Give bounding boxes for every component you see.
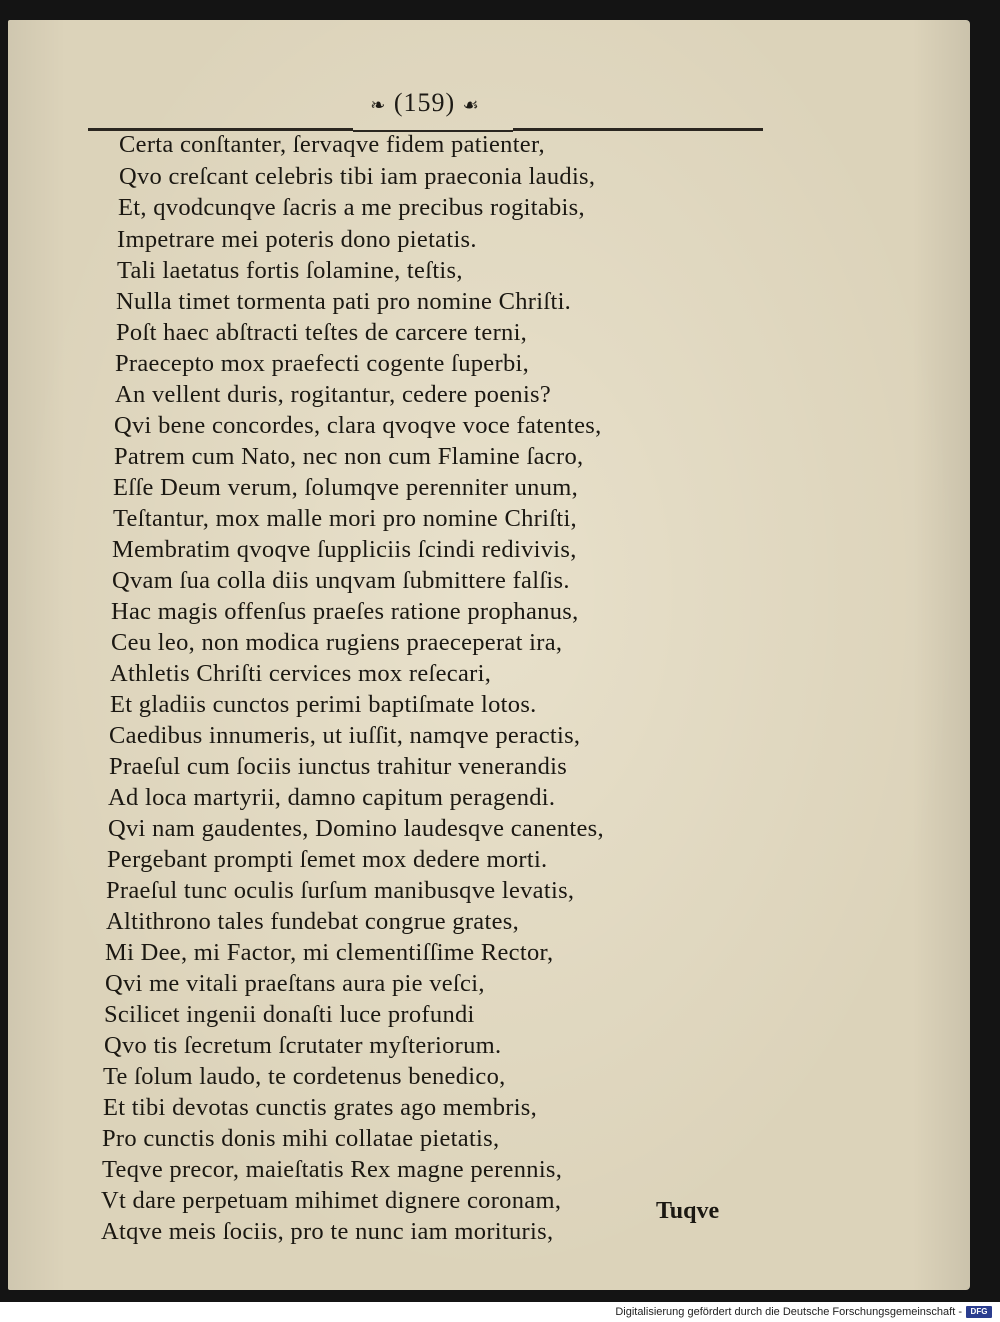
verse-line: Eſſe Deum verum, ſolumqve perenniter unum, bbox=[113, 474, 579, 501]
verse-line: Praecepto mox praefecti cogente ſuperbi, bbox=[115, 350, 530, 377]
verse-line: Athletis Chriſti cervices mox reſecari, bbox=[110, 660, 492, 687]
verse-line: Altithrono tales fundebat congrue grates, bbox=[106, 908, 520, 935]
verse-line: Scilicet ingenii donaſti luce profundi bbox=[104, 1001, 475, 1028]
footer-bar bbox=[0, 1302, 1000, 1322]
verse-line: Caedibus innumeris, ut iuſſit, namqve peractis, bbox=[109, 722, 581, 749]
verse-line: Pro cunctis donis mihi collatae pietatis, bbox=[102, 1125, 500, 1152]
verse-line: Teſtantur, mox malle mori pro nomine Chriſti, bbox=[113, 505, 577, 532]
ornament-right-icon: ☙ bbox=[462, 94, 480, 115]
verse-line: Ad loca martyrii, damno capitum peragendi. bbox=[108, 784, 556, 811]
header-rule-right bbox=[513, 128, 763, 131]
verse-line: Impetrare mei poteris dono pietatis. bbox=[117, 226, 477, 253]
verse-line: Hac magis offenſus praeſes ratione prophanus, bbox=[111, 598, 579, 625]
verse-line: Pergebant prompti ſemet mox dedere morti. bbox=[107, 846, 548, 873]
dfg-logo-icon[interactable]: DFG bbox=[966, 1306, 992, 1318]
verse-line: Teqve precor, maieſtatis Rex magne perennis, bbox=[102, 1156, 563, 1183]
funding-notice: Digitalisierung gefördert durch die Deutsche Forschungsgemeinschaft - bbox=[615, 1306, 962, 1318]
verse-line: Et gladiis cunctos perimi baptiſmate lotos. bbox=[110, 691, 537, 718]
verse-line: Nulla timet tormenta pati pro nomine Chriſti. bbox=[116, 288, 572, 315]
verse-line: Qvi nam gaudentes, Domino laudesqve canentes, bbox=[108, 815, 604, 842]
verse-line: Atqve meis ſociis, pro te nunc iam morituris, bbox=[101, 1218, 554, 1245]
verse-line: Et, qvodcunqve ſacris a me precibus rogitabis, bbox=[118, 194, 585, 221]
verse-line: Mi Dee, mi Factor, mi clementiſſime Rector, bbox=[105, 939, 554, 966]
verse-line: Qvo tis ſecretum ſcrutater myſteriorum. bbox=[104, 1032, 502, 1059]
verse-line: Patrem cum Nato, nec non cum Flamine ſacro, bbox=[114, 443, 584, 470]
verse-line: Tali laetatus fortis ſolamine, teſtis, bbox=[117, 257, 463, 284]
verse-line: Praeſul cum ſociis iunctus trahitur venerandis bbox=[109, 753, 568, 780]
verse-line: Poſt haec abſtracti teſtes de carcere terni, bbox=[116, 319, 528, 346]
verse-line: Membratim qvoqve ſuppliciis ſcindi redivivis, bbox=[112, 536, 577, 563]
verse-line: Qvi bene concordes, clara qvoqve voce fatentes, bbox=[114, 412, 602, 439]
verse-line: Vt dare perpetuam mihimet dignere coronam, bbox=[101, 1187, 562, 1214]
verse-line: Qvi me vitali praeſtans aura pie veſci, bbox=[105, 970, 485, 997]
verse-line: Te ſolum laudo, te cordetenus benedico, bbox=[103, 1063, 506, 1090]
verse-line: Ceu leo, non modica rugiens praeceperat ira, bbox=[111, 629, 563, 656]
verse-line: Et tibi devotas cunctis grates ago membris, bbox=[103, 1094, 538, 1121]
catchword: Tuqve bbox=[656, 1198, 720, 1224]
page-header bbox=[335, 88, 515, 118]
verse-line: Qvo creſcant celebris tibi iam praeconia laudis, bbox=[119, 163, 596, 190]
ornament-left-icon: ❧ bbox=[370, 94, 387, 115]
verse-line: An vellent duris, rogitantur, cedere poenis? bbox=[115, 381, 552, 408]
verse-line: Praeſul tunc oculis ſurſum manibusqve levatis, bbox=[106, 877, 575, 904]
verse-line: Certa conſtanter, ſervaqve fidem patienter, bbox=[119, 131, 545, 158]
page-number: (159) bbox=[393, 88, 456, 117]
verse-line: Qvam ſua colla diis unqvam ſubmittere falſis. bbox=[112, 567, 570, 594]
